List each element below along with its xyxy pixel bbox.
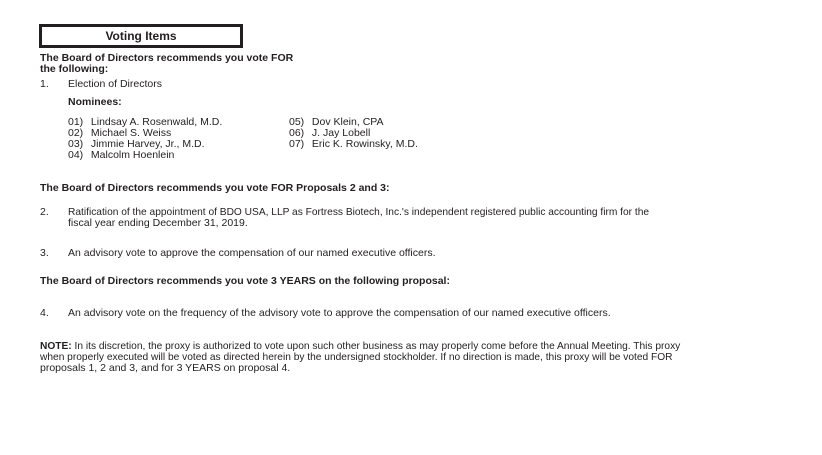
item4-text: An advisory vote on the frequency of the advisory vote to approve the compensation of our named executive officers. (68, 307, 611, 319)
section1-heading-line1: The Board of Directors recommends you vote FOR (40, 52, 294, 64)
nominee-number: 05) (289, 116, 305, 128)
section2-heading: The Board of Directors recommends you vote FOR Proposals 2 and 3: (40, 182, 390, 194)
item4-number: 4. (40, 307, 49, 319)
nominee-number: 04) (68, 149, 84, 161)
nominee-name: J. Jay Lobell (311, 127, 371, 139)
item1-number: 1. (40, 78, 49, 90)
nominees-label: Nominees: (68, 96, 122, 108)
item2-text-line2: fiscal year ending December 31, 2019. (68, 217, 248, 229)
section3-heading: The Board of Directors recommends you vote 3 YEARS on the following proposal: (40, 275, 450, 287)
nominee-name: Malcolm Hoenlein (90, 149, 175, 161)
nominee-number: 07) (289, 138, 305, 150)
note-line1 (40, 341, 680, 352)
note-text-line2: when properly executed will be voted as directed herein by the undersigned stockholder. If no direction is made, this proxy will be voted FOR (40, 352, 673, 363)
nominee-number: 01) (68, 116, 84, 128)
item3-text: An advisory vote to approve the compensation of our named executive officers. (68, 247, 436, 259)
nominee-row (68, 150, 222, 161)
nominee-name: Lindsay A. Rosenwald, M.D. (90, 116, 223, 128)
item3-number: 3. (40, 247, 49, 259)
item2-text-line1: Ratification of the appointment of BDO USA, LLP as Fortress Biotech, Inc.'s independent registered public accounting firm for the (68, 207, 650, 218)
nominee-list-right (289, 117, 418, 150)
nominee-list-left (68, 117, 222, 161)
item1-text: Election of Directors (68, 78, 162, 90)
note-text-line3: proposals 1, 2 and 3, and for 3 YEARS on proposal 4. (40, 362, 291, 374)
nominee-number: 06) (289, 127, 305, 139)
nominee-name: Dov Klein, CPA (311, 116, 384, 128)
nominee-name: Eric K. Rowinsky, M.D. (311, 138, 418, 150)
nominee-name: Michael S. Weiss (90, 127, 172, 139)
section1-heading-line2: the following: (40, 63, 109, 75)
note-text-line1: In its discretion, the proxy is authorized to vote upon such other business as may properly come before the Annual Meeting. This proxy (71, 341, 681, 352)
nominee-number: 03) (68, 138, 84, 150)
nominee-number: 02) (68, 127, 84, 139)
voting-items-header (39, 24, 243, 48)
note-label: NOTE: (40, 341, 72, 352)
item2-number: 2. (40, 206, 49, 218)
voting-items-title: Voting Items (105, 28, 177, 43)
nominee-name: Jimmie Harvey, Jr., M.D. (90, 138, 205, 150)
nominee-row (289, 139, 418, 150)
